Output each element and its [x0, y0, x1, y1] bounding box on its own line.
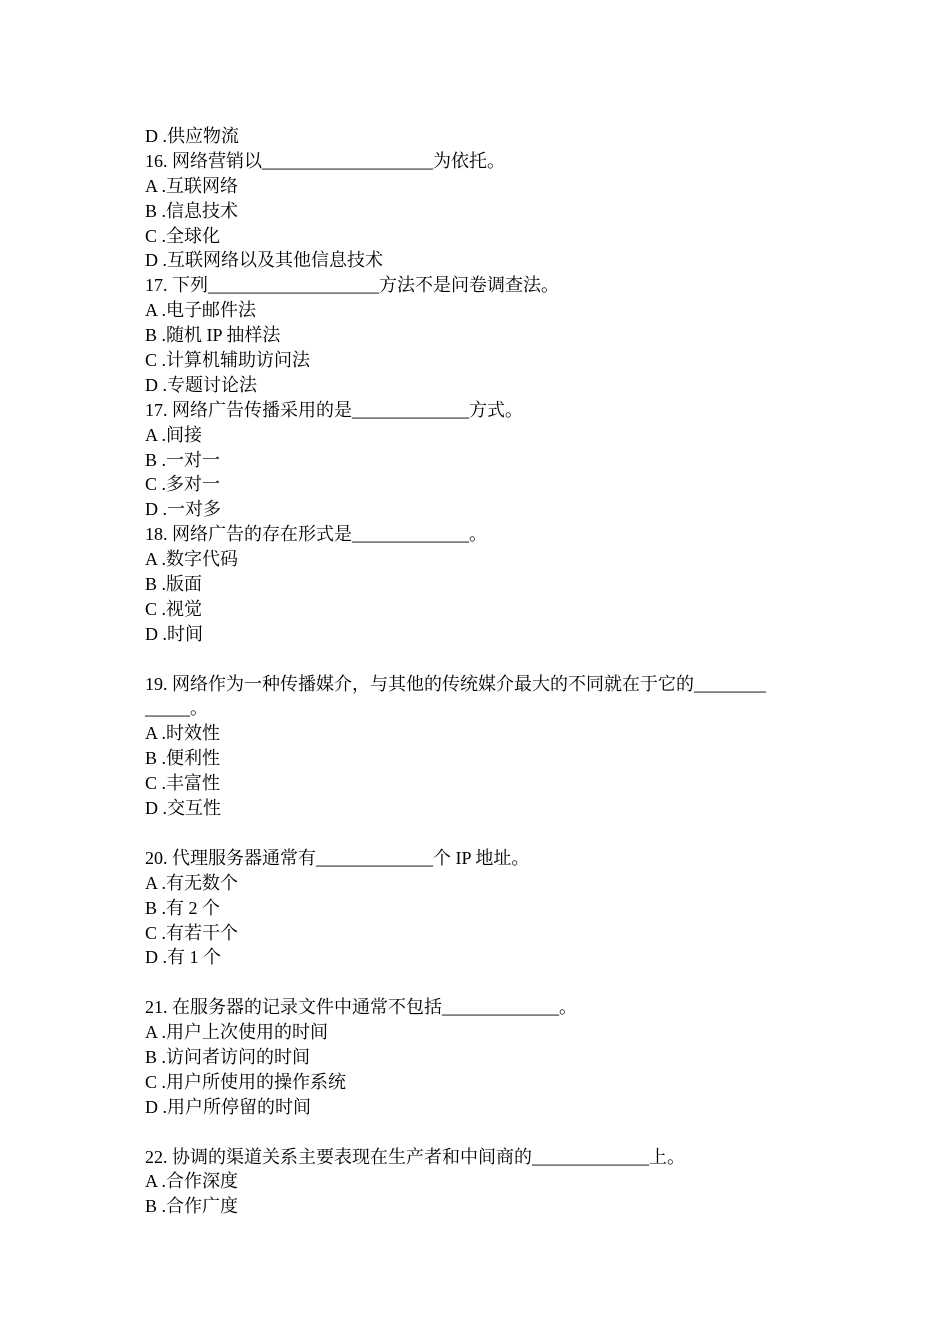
option-line: C .多对一 [145, 474, 221, 495]
option-line: C .全球化 [145, 225, 221, 246]
option-line: C .视觉 [145, 598, 203, 619]
option-line: A .用户上次使用的时间 [145, 1022, 329, 1043]
option-line: A .数字代码 [145, 549, 239, 570]
option-line: B .一对一 [145, 449, 221, 470]
option-line: A .互联网络 [145, 175, 239, 196]
option-line: C .有若干个 [145, 922, 239, 943]
option-line: D .互联网络以及其他信息技术 [145, 250, 383, 271]
document-page [145, 124, 815, 1219]
question-line: 20. 代理服务器通常有_____________个 IP 地址。 [145, 847, 530, 868]
question-line: 17. 网络广告传播采用的是_____________方式。 [145, 399, 523, 420]
question-line: 21. 在服务器的记录文件中通常不包括_____________。 [145, 997, 577, 1018]
paragraph-spacer [145, 647, 815, 672]
option-line: D .供应物流 [145, 126, 239, 146]
paragraph-spacer [145, 821, 815, 846]
question-line: 22. 协调的渠道关系主要表现在生产者和中间商的_____________上。 [145, 1146, 685, 1167]
option-line: A .时效性 [145, 723, 221, 744]
option-line: B .访问者访问的时间 [145, 1046, 311, 1067]
option-line: C .用户所使用的操作系统 [145, 1071, 347, 1092]
option-line: D .交互性 [145, 798, 221, 819]
question-line: 19. 网络作为一种传播媒介，与其他的传统媒介最大的不同就在于它的________ [145, 673, 766, 694]
option-line: D .有 1 个 [145, 947, 221, 968]
option-line: A .间接 [145, 424, 203, 445]
option-line: A .合作深度 [145, 1171, 239, 1192]
option-line: B .合作广度 [145, 1196, 239, 1217]
option-line: B .信息技术 [145, 200, 239, 221]
option-line: D .专题讨论法 [145, 374, 257, 395]
question-line: 18. 网络广告的存在形式是_____________。 [145, 524, 487, 545]
option-line: C .计算机辅助访问法 [145, 350, 311, 371]
option-line: B .便利性 [145, 748, 221, 769]
option-line: D .用户所停留的时间 [145, 1096, 311, 1117]
option-line: B .随机 IP 抽样法 [145, 325, 281, 346]
option-line: B .版面 [145, 574, 203, 595]
question-line: 16. 网络营销以___________________为依托。 [145, 150, 505, 171]
paragraph-spacer [145, 1120, 815, 1145]
text-line: _____。 [145, 698, 208, 719]
option-line: D .一对多 [145, 499, 221, 520]
option-line: D .时间 [145, 623, 203, 644]
option-line: B .有 2 个 [145, 897, 221, 918]
option-line: A .有无数个 [145, 872, 239, 893]
question-line: 17. 下列___________________方法不是问卷调查法。 [145, 275, 559, 296]
paragraph-spacer [145, 970, 815, 995]
option-line: A .电子邮件法 [145, 300, 257, 321]
option-line: C .丰富性 [145, 773, 221, 794]
